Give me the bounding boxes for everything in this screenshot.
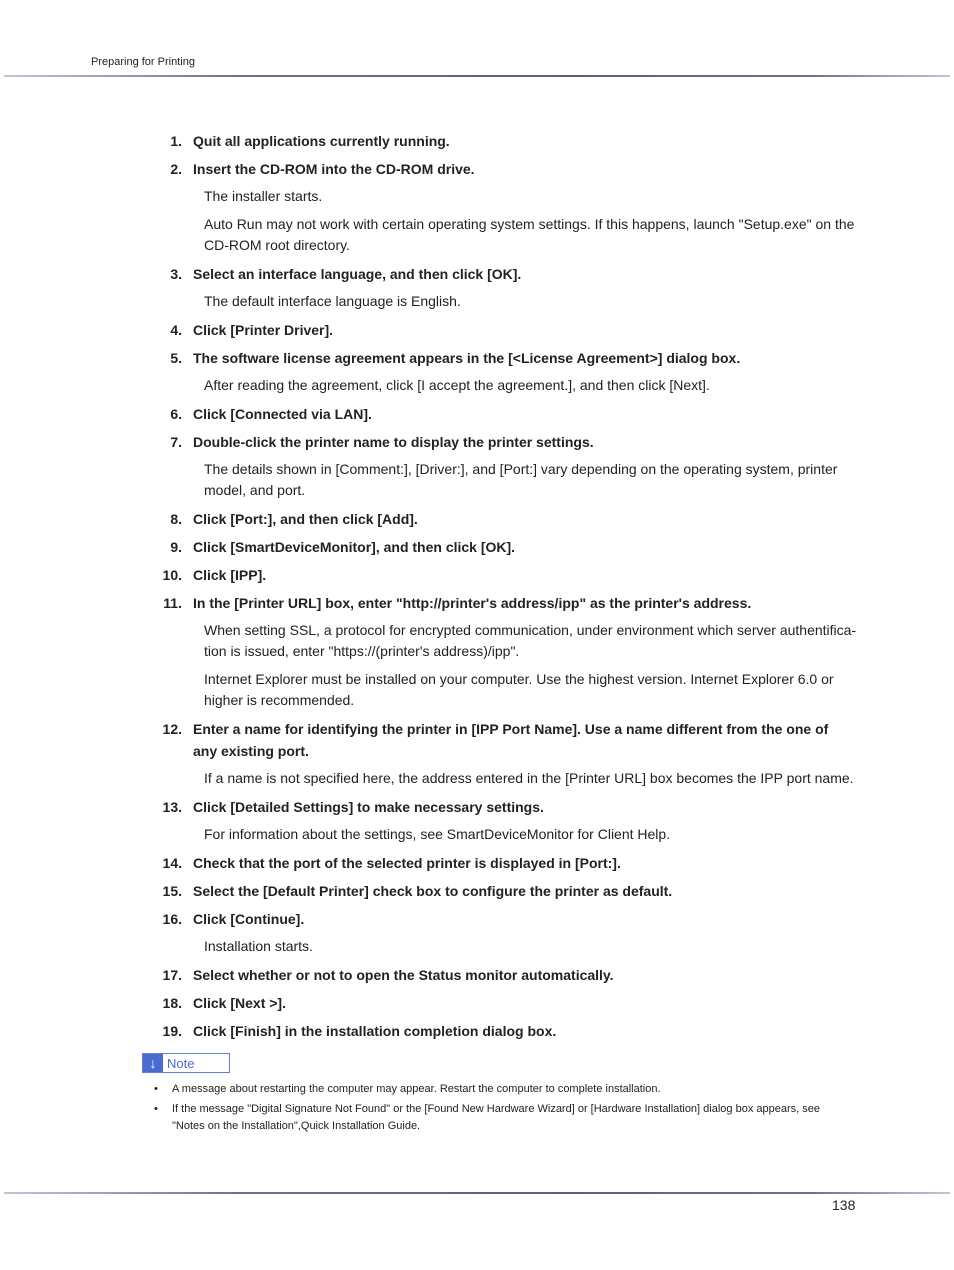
step-item bbox=[0, 319, 954, 341]
footer-rule bbox=[4, 1192, 950, 1194]
step-number: 9. bbox=[170, 539, 182, 555]
step-description: The details shown in [Comment:], [Driver:], and [Port:] vary depending on the operating system, printer model, and port. bbox=[204, 461, 838, 498]
step-description: For information about the settings, see SmartDeviceMonitor for Client Help. bbox=[204, 826, 671, 842]
step-item bbox=[0, 431, 954, 453]
step-item bbox=[0, 852, 954, 874]
step-item bbox=[0, 508, 954, 530]
step-text: Enter a name for identifying the printer in [IPP Port Name]. Use a name different from the one of any existing port. bbox=[193, 721, 829, 759]
step-text: Quit all applications currently running. bbox=[193, 133, 450, 149]
step-text: Click [Next >]. bbox=[193, 995, 286, 1011]
step-number: 13. bbox=[162, 799, 182, 815]
step-number: 12. bbox=[162, 721, 182, 737]
steps-list bbox=[0, 130, 954, 1048]
step-number: 18. bbox=[162, 995, 182, 1011]
step-number: 5. bbox=[170, 350, 182, 366]
step-item bbox=[0, 564, 954, 586]
step-item bbox=[0, 403, 954, 425]
step-text: Select the [Default Printer] check box to configure the printer as default. bbox=[193, 883, 673, 899]
step-text: Click [Finish] in the installation completion dialog box. bbox=[193, 1023, 557, 1039]
bullet-dot-icon: • bbox=[154, 1083, 158, 1095]
step-description: When setting SSL, a protocol for encrypted communication, under environment which server authentifica-tion is issued, enter "https://(printer's address)/ipp". bbox=[204, 622, 857, 659]
step-number: 1. bbox=[170, 133, 182, 149]
step-text: Click [Detailed Settings] to make necessary settings. bbox=[193, 799, 544, 815]
note-bullets bbox=[154, 1081, 854, 1138]
step-item bbox=[0, 908, 954, 930]
step-item bbox=[0, 796, 954, 818]
note-bullet-text: A message about restarting the computer may appear. Restart the computer to complete installation. bbox=[172, 1083, 661, 1095]
step-number: 19. bbox=[162, 1023, 182, 1039]
step-number: 16. bbox=[162, 911, 182, 927]
bullet-dot-icon: • bbox=[154, 1103, 158, 1115]
page-number: 138 bbox=[832, 1197, 856, 1213]
step-number: 10. bbox=[162, 567, 182, 583]
step-item bbox=[0, 158, 954, 180]
page-header-title: Preparing for Printing bbox=[91, 56, 195, 68]
note-bullet-text: If the message "Digital Signature Not Found" or the [Found New Hardware Wizard] or [Hardware Installation] dialog box appears, see "Notes on the Installation",Quick Installation Guide. bbox=[172, 1103, 820, 1132]
note-bullet bbox=[154, 1081, 854, 1098]
step-number: 4. bbox=[170, 322, 182, 338]
step-item bbox=[0, 964, 954, 986]
step-number: 6. bbox=[170, 406, 182, 422]
step-item bbox=[0, 536, 954, 558]
step-text: Click [IPP]. bbox=[193, 567, 267, 583]
step-text: Insert the CD-ROM into the CD-ROM drive. bbox=[193, 161, 475, 177]
step-number: 2. bbox=[170, 161, 182, 177]
step-description: Auto Run may not work with certain operating system settings. If this happens, launch "Setup.exe" on the CD-ROM root directory. bbox=[204, 216, 855, 253]
step-number: 7. bbox=[170, 434, 182, 450]
step-description: After reading the agreement, click [I accept the agreement.], and then click [Next]. bbox=[204, 377, 710, 393]
step-text: Check that the port of the selected printer is displayed in [Port:]. bbox=[193, 855, 621, 871]
step-text: Select an interface language, and then click [OK]. bbox=[193, 266, 522, 282]
header-rule bbox=[4, 75, 950, 77]
step-description: Installation starts. bbox=[204, 938, 313, 954]
step-number: 11. bbox=[163, 595, 182, 611]
step-text: Click [Continue]. bbox=[193, 911, 305, 927]
step-number: 14. bbox=[162, 855, 182, 871]
step-text: In the [Printer URL] box, enter "http://printer's address/ipp" as the printer's address. bbox=[193, 595, 752, 611]
step-item bbox=[0, 347, 954, 369]
note-bullet bbox=[154, 1101, 854, 1135]
step-item bbox=[0, 1020, 954, 1042]
step-item bbox=[0, 263, 954, 285]
step-text: Click [Printer Driver]. bbox=[193, 322, 334, 338]
step-number: 3. bbox=[170, 266, 182, 282]
step-number: 15. bbox=[162, 883, 182, 899]
step-item bbox=[0, 718, 954, 762]
step-text: Click [Connected via LAN]. bbox=[193, 406, 372, 422]
step-item bbox=[0, 880, 954, 902]
step-number: 17. bbox=[162, 967, 182, 983]
step-item bbox=[0, 592, 954, 614]
step-description: Internet Explorer must be installed on your computer. Use the highest version. Internet Explorer 6.0 or higher is recommended. bbox=[204, 671, 834, 708]
step-item bbox=[0, 130, 954, 152]
step-text: Double-click the printer name to display the printer settings. bbox=[193, 434, 594, 450]
note-label: Note bbox=[167, 1055, 195, 1071]
step-description: The installer starts. bbox=[204, 188, 323, 204]
step-description: The default interface language is English. bbox=[204, 293, 461, 309]
down-arrow-icon: ↓ bbox=[143, 1054, 163, 1072]
step-description: If a name is not specified here, the address entered in the [Printer URL] box becomes the IPP port name. bbox=[204, 770, 854, 786]
step-text: Click [SmartDeviceMonitor], and then click [OK]. bbox=[193, 539, 516, 555]
note-heading bbox=[142, 1053, 230, 1073]
step-text: Select whether or not to open the Status monitor automatically. bbox=[193, 967, 614, 983]
step-text: Click [Port:], and then click [Add]. bbox=[193, 511, 418, 527]
step-number: 8. bbox=[170, 511, 182, 527]
step-item bbox=[0, 992, 954, 1014]
step-text: The software license agreement appears in the [<License Agreement>] dialog box. bbox=[193, 350, 741, 366]
